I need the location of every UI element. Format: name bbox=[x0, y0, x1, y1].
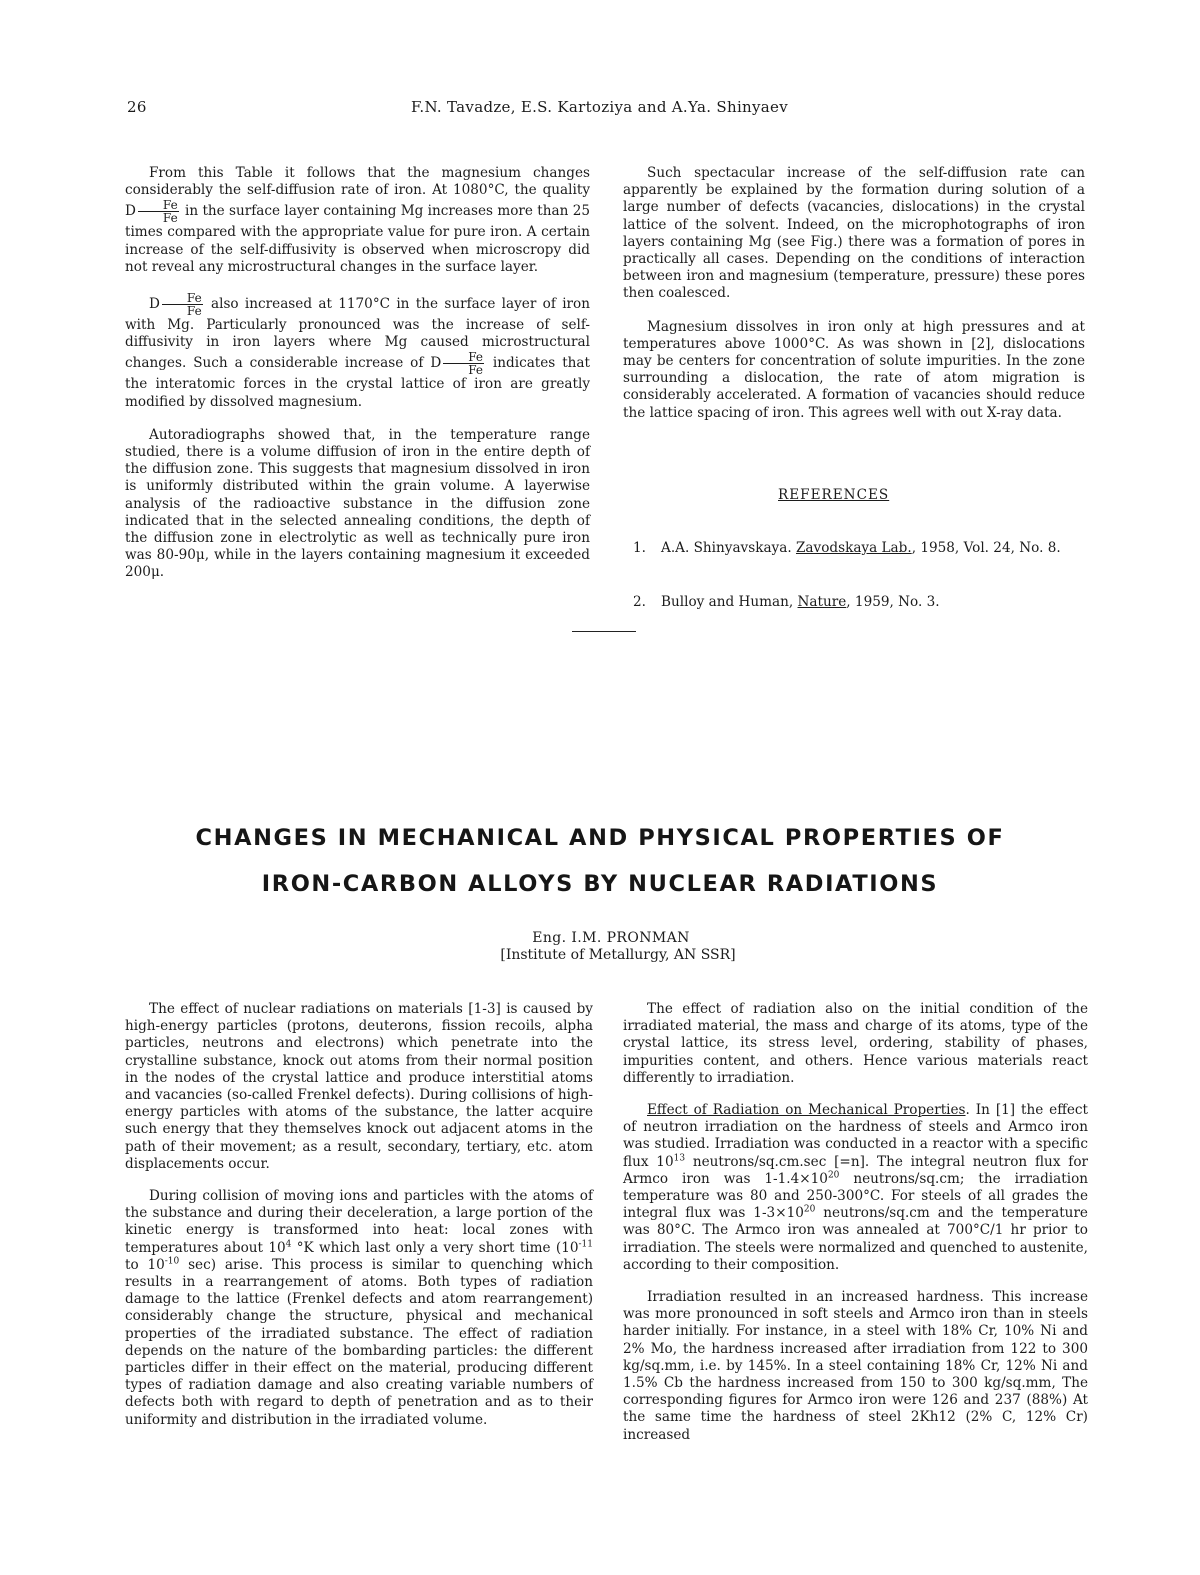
article-title-line-1: CHANGES IN MECHANICAL AND PHYSICAL PROPERTIES OF bbox=[195, 825, 1005, 851]
article-right-column bbox=[623, 1001, 1088, 1444]
journal-name: Nature bbox=[797, 594, 847, 610]
reference-item: 2. Bulloy and Human, Nature, 1959, No. 3. bbox=[633, 594, 940, 610]
author: Eng. I.M. PRONMAN bbox=[532, 930, 690, 946]
running-title: F.N. Tavadze, E.S. Kartoziya and A.Ya. Shinyaev bbox=[411, 98, 788, 116]
paragraph: Irradiation resulted in an increased hardness. This increase was more pronounced in soft steels and Armco iron than in steels harder initially. For instance, in a steel with 18% Cr, 10% Ni and 2% Mo, the hardness increased after irradiation from 122 to 300 kg/sq.mm, i.e. by 145%. In a steel containing 18% Cr, 12% Ni and 1.5% Cb the hardness increased from 150 to 300 kg/sq.mm, The corresponding figures for Armco iron were 126 and 237 (88%) At the same time the hardness of steel 2Kh12 (2% C, 12% Cr) increased bbox=[623, 1289, 1088, 1443]
page-number: 26 bbox=[127, 98, 147, 116]
reference-item: 1. A.A. Shinyavskaya. Zavodskaya Lab., 1958, Vol. 24, No. 8. bbox=[633, 540, 1061, 556]
fraction: $\frac{Fe}{Fe}$ bbox=[443, 351, 484, 376]
affiliation: [Institute of Metallurgy, AN SSR] bbox=[500, 947, 736, 963]
paragraph: The effect of nuclear radiations on materials [1-3] is caused by high-energy particles (protons, deuterons, fission recoils, alpha particles, neutrons and electrons) which penetrate into the crystalline substance, knock out atoms from their normal position in the nodes of the crystal lattice and produce interstitial atoms and vacancies (so-called Frenkel defects). During collisions of high-energy particles with atoms of the substance, the latter acquire such energy that they themselves knock out adjacent atoms in the path of their movement; as a result, secondary, tertiary, etc. atom displacements occur. bbox=[125, 1001, 593, 1172]
fraction: $\frac{Fe}{Fe}$ bbox=[138, 199, 179, 224]
paragraph: From this Table it follows that the magnesium changes considerably the self-diffusion rate of iron. At 1080°C, the quality D $\frac{Fe}{Fe}$ in the surface layer containing Mg increases more than 25 times compared with the appropriate value for pure iron. A certain increase of the self-diffusivity is observed when microscropy did not reveal any microstructural changes in the surface layer. bbox=[125, 165, 590, 275]
paragraph: During collision of moving ions and particles with the atoms of the substance and during their deceleration, a large portion of the kinetic energy is transformed into heat: local zones with temperatures about $10^4$ °K which last only a very short time ($10^{-11}$ to $10^{-10}$ sec) arise. This process is similar to quenching which results in a rearrangement of atoms. Both types of radiation damage to the lattice (Frenkel defects and atom rearrangement) considerably change the structure, physical and mechanical properties of the irradiated substance. The effect of radiation depends on the nature of the bombarding particles: the different particles differ in their effect on the material, producing different types of radiation damage and also creating variable numbers of defects both with regard to depth of penetration and as to their uniformity and distribution in the irradiated volume. bbox=[125, 1188, 594, 1428]
paragraph: Autoradiographs showed that, in the temperature range studied, there is a volume diffusion of iron in the entire depth of the diffusion zone. This suggests that magnesium dissolved in iron is uniformly distributed within the grain volume. A layerwise analysis of the radioactive substance in the diffusion zone indicated that in the selected annealing conditions, the depth of the diffusion zone in electrolytic as well as technically pure iron was 80-90μ, while in the layers containing magnesium it exceeded 200μ. bbox=[125, 426, 590, 581]
end-of-article-rule bbox=[572, 631, 636, 632]
paragraph: Effect of Radiation on Mechanical Properties. In [1] the effect of neutron irradiation on the hardness of steels and Armco iron was studied. Irradiation was conducted in a reactor with a specific flux $10^{13}$ neutrons/sq.cm.sec [=n]. The integral neutron flux for Armco iron was $1-1.4\times 10^{20}$ neutrons/sq.cm; the irradiation temperature was 80 and 250-300°C. For steels of all grades the integral flux was $1-3\times 10^{20}$ neutrons/sq.cm and the temperature was 80°C. The Armco iron was annealed at 700°C/1 hr prior to irradiation. The steels were normalized and quenched to austenite, according to their composition. bbox=[623, 1102, 1089, 1273]
article-left-column bbox=[125, 1001, 593, 1429]
section-heading: Effect of Radiation on Mechanical Properties bbox=[647, 1102, 966, 1119]
article-title-line-2: IRON-CARBON ALLOYS BY NUCLEAR RADIATIONS bbox=[261, 871, 939, 897]
paragraph: Magnesium dissolves in iron only at high pressures and at temperatures above 1000°C. As was shown in [2], dislocations may be centers for concentration of solute impurities. In the zone surrounding a dislocation, the rate of atom migration is considerably accelerated. A formation of vacancies should reduce the lattice spacing of iron. This agrees well with out X-ray data. bbox=[623, 318, 1085, 421]
prev-article-left-column bbox=[125, 165, 590, 582]
paragraph: D $\frac{Fe}{Fe}$ also increased at 1170°C in the surface layer of iron with Mg. Particularly pronounced was the increase of self-diffusivity in iron layers where Mg caused microstructural changes. Such a considerable increase of D $\frac{Fe}{Fe}$ indicates that the interatomic forces in the crystal lattice of iron are greatly modified by dissolved magnesium. bbox=[125, 291, 590, 410]
fraction: $\frac{Fe}{Fe}$ bbox=[162, 292, 203, 317]
journal-name: Zavodskaya Lab. bbox=[795, 540, 912, 556]
prev-article-right-column bbox=[623, 165, 1085, 422]
paragraph: The effect of radiation also on the initial condition of the irradiated material, the mass and charge of its atoms, type of the crystal lattice, its stress level, ordering, stability of phases, impurities content, and others. Hence various materials react differently to irradiation. bbox=[623, 1001, 1088, 1086]
references-heading: REFERENCES bbox=[778, 487, 890, 503]
paragraph: Such spectacular increase of the self-diffusion rate can apparently be explained by the formation during solution of a large number of defects (vacancies, dislocations) in the crystal lattice of the solvent. Indeed, on the microphotographs of iron layers containing Mg (see Fig.) there was a formation of pores in practically all cases. Depending on the conditions of interaction between iron and magnesium (temperature, pressure) these pores then coalesced. bbox=[623, 165, 1085, 302]
